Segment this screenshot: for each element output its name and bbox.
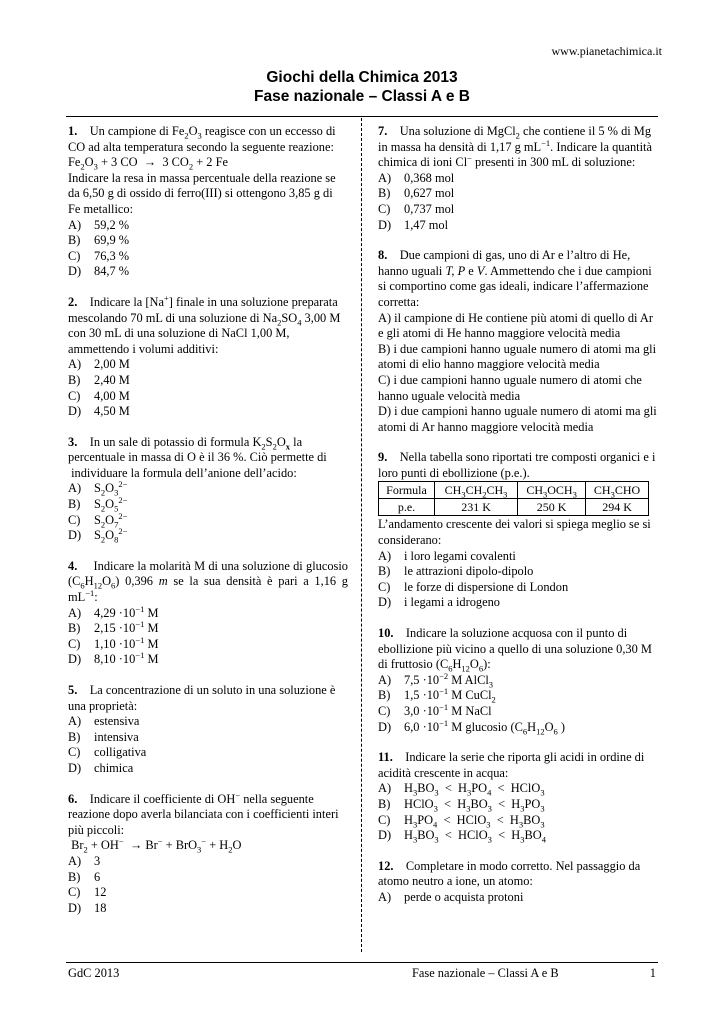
- question-6: 6. Indicare il coefficiente di OH− nella seguente reazione dopo averla bilanciata con i coefficienti interi più piccoli: $Br_2 + OH^- \to Br^- + BrO_3^- + H_2O$ A) 3 B) 6 C) 12 D) 18: [68, 792, 348, 917]
- footer-middle: Fase nazionale – Classi A e B: [412, 966, 559, 980]
- question-2: 2. Indicare la [Na+] finale in una soluzione preparata mescolando 70 mL di una soluzione di $Na_2SO_4$ 3,00 M con 30 mL di una soluzione di NaCl 1,00 M, ammettendo i volumi additivi: A) 2,00 M B) 2,40 M C) 4,00 M D) 4,50 M: [68, 295, 348, 420]
- question-3: 3. In un sale di potassio di formula $K_2S_2O_x$ la percentuale in massa di O è il 36 %. Ciò permette di individuare la formula dell’anione dell’acido: A) $S_2O_3^{2-}$ B) $S_2O_5^{2-}$ C) $S_2O_7^{2-}$ D) $S_2O_8^{2-}$: [68, 435, 348, 544]
- question-number: 1.: [68, 124, 78, 138]
- answer-option: D) i due campioni hanno uguale numero di atomi ma gli atomi di Ar hanno maggiore velocità media: [378, 404, 657, 434]
- title-line-1: Giochi della Chimica 2013: [266, 69, 458, 86]
- answer-option: C) $1,10 \cdot 10^{-1}$ M: [68, 634, 159, 651]
- answer-option: D) $8,10 \cdot 10^{-1}$ M: [68, 650, 159, 667]
- answer-option: B) $2,15 \cdot 10^{-1}$ M: [68, 619, 159, 636]
- column-divider: [361, 118, 363, 952]
- answer-option: C) $3,0 \cdot 10^{-1}$ M NaCl: [378, 701, 492, 718]
- left-column: [68, 124, 348, 931]
- page-title: [0, 68, 724, 106]
- site-url: www.pianetachimica.it: [551, 44, 662, 58]
- question-9: 9. Nella tabella sono riportati tre composti organici e i loro punti di ebollizione (p.e.). Formula $CH_3CH_2CH_3$ $CH_3OCH_3$ $CH_3CHO$ p.e. 231 K 250 K 294 K L’andamento crescente dei valori si spiega meglio se si considerano: A) i loro legami covalenti B) le attrazioni dipolo-dipolo C) le forze di dispersione di London D) i legami a idrogeno: [378, 450, 658, 611]
- answer-option: A) i loro legami covalenti: [378, 548, 516, 563]
- right-column: [378, 124, 658, 921]
- answer-option: B) $S_2O_5^{2-}$: [68, 494, 128, 514]
- table-row: Formula $CH_3CH_2CH_3$ $CH_3OCH_3$ $CH_3CHO$: [379, 482, 649, 499]
- answer-option: B) i due campioni hanno uguale numero di atomi ma gli atomi di elio hanno maggiore velocità media: [378, 341, 657, 372]
- question-1: 1. Un campione di $Fe_2O_3$ reagisce con un eccesso di CO ad alta temperatura secondo la seguente reazione: $Fe_2O_3 + 3$ CO → 3 $CO_2 + 2$ Fe Indicare la resa in massa percentuale della reazione se da 6,50 g di ossido di ferro(III) si ottengono 3,85 g di Fe metallico: A) 59,2 % B) 69,9 % C) 76,3 % D) 84,7 %: [68, 124, 348, 280]
- title-line-2: Fase nazionale – Classi A e B: [254, 88, 470, 105]
- answer-option: D) i legami a idrogeno: [378, 595, 500, 610]
- answer-option: D) 18: [68, 900, 107, 915]
- answer-option: B) intensiva: [68, 729, 139, 744]
- page-number: 1: [649, 966, 656, 980]
- answer-option: A) perde o acquista protoni: [378, 889, 524, 904]
- question-5: 5. La concentrazione di un soluto in una soluzione è una proprietà: A) estensiva B) intensiva C) colligativa D) chimica: [68, 683, 348, 777]
- answer-option: A) $H_3BO_3 < H_3PO_4$ < HClO$_3$: [378, 781, 545, 798]
- answer-option: C) colligativa: [68, 745, 147, 760]
- answer-option: D) $H_3BO_3$ < HClO$_3$ < $H_3BO_4$: [378, 828, 546, 845]
- answer-option: D) 1,47 mol: [378, 217, 449, 232]
- answer-option: D) 84,7 %: [68, 264, 130, 279]
- answer-option: C) le forze di dispersione di London: [378, 579, 569, 594]
- answer-option: A) $4,29 \cdot 10^{-1}$ M: [68, 603, 159, 620]
- answer-option: C) 0,737 mol: [378, 201, 455, 216]
- answer-option: D) 4,50 M: [68, 404, 130, 419]
- table-row: p.e. 231 K 250 K 294 K: [379, 499, 649, 516]
- top-divider: [66, 116, 658, 117]
- answer-option: A) 3: [68, 853, 101, 868]
- footer-left: GdC 2013: [68, 966, 120, 980]
- answer-option: A) $7,5 \cdot 10^{-2}$ M AlCl$_3$: [378, 670, 494, 690]
- question-11: 11. Indicare la serie che riporta gli acidi in ordine di acidità crescente in acqua: A) $H_3BO_3 < H_3PO_4$ < HClO$_3$ B) HClO$_3$ < $H_3BO_3 < H_3PO_3$ C) $H_3PO_4$ < HClO$_3$ < $H_3BO_3$ D) $H_3BO_3$ < HClO$_3$ < $H_3BO_4$: [378, 750, 658, 844]
- answer-option: C) $H_3PO_4$ < HClO$_3$ < $H_3BO_3$: [378, 812, 545, 830]
- answer-option: B) 6: [68, 869, 101, 884]
- answer-option: B) 2,40 M: [68, 372, 130, 387]
- boiling-point-table: [378, 481, 649, 516]
- question-12: 12. Completare in modo corretto. Nel passaggio da atomo neutro a ione, un atomo: A) perde o acquista protoni: [378, 859, 658, 906]
- bottom-divider: [66, 962, 658, 963]
- answer-option: C) 76,3 %: [68, 248, 130, 263]
- answer-option: D) $S_2O_8^{2-}$: [68, 526, 128, 545]
- answer-option: C) 12: [68, 885, 107, 900]
- answer-option: B) $1,5 \cdot 10^{-1}$ M CuCl$_2$: [378, 686, 496, 705]
- answer-option: A) 0,368 mol: [378, 170, 455, 185]
- answer-option: C) 4,00 M: [68, 388, 130, 403]
- question-8: 8. Due campioni di gas, uno di Ar e l’altro di He, hanno uguali T, P e V. Ammettendo che i due campioni si comportino come gas ideali, indicare l’affermazione corretta: A) il campione di He contiene più atomi di quello di Ar e gli atomi di He hanno maggiore velocità media B) i due campioni hanno uguale numero di atomi ma gli atomi di elio hanno maggiore velocità media C) i due campioni hanno uguale numero di atomi che hanno uguale velocità media D) i due campioni hanno uguale numero di atomi ma gli atomi di Ar hanno maggiore velocità media: [378, 248, 657, 434]
- answer-option: C) i due campioni hanno uguale numero di atomi che hanno uguale velocità media: [378, 372, 642, 403]
- answer-option: A) 59,2 %: [68, 217, 130, 232]
- question-7: 7. Una soluzione di MgCl$_2$ che contiene il 5 % di Mg in massa ha densità di 1,17 g $mL^{-1}$. Indicare la quantità chimica di ioni Cl− presenti in 300 mL di soluzione: A) 0,368 mol B) 0,627 mol C) 0,737 mol D) 1,47 mol: [378, 124, 658, 233]
- answer-option: A) estensiva: [68, 714, 140, 729]
- answer-option: A) 2,00 M: [68, 357, 130, 372]
- answer-option: B) le attrazioni dipolo-dipolo: [378, 564, 534, 579]
- answer-option: B) 69,9 %: [68, 233, 130, 248]
- answer-option: D) chimica: [68, 760, 134, 775]
- answer-option: A) il campione di He contiene più atomi di quello di Ar e gli atomi di He hanno maggiore velocità media: [378, 310, 653, 341]
- answer-option: D) $6,0 \cdot 10^{-1}$ M glucosio ($C_6H_{12}O_6$ ): [378, 717, 565, 737]
- answer-option: A) $S_2O_3^{2-}$: [68, 479, 128, 498]
- answer-option: B) 0,627 mol: [378, 186, 455, 201]
- question-4: 4. Indicare la molarità M di una soluzione di glucosio $(C_6H_{12}O_6)$ 0,396 m se la sua densità è pari a 1,16 g $mL^{-1}$: A) $4,29 \cdot 10^{-1}$ M B) $2,15 \cdot 10^{-1}$ M C) $1,10 \cdot 10^{-1}$ M D) $8,10 \cdot 10^{-1}$ M: [68, 558, 349, 667]
- question-10: 10. Indicare la soluzione acquosa con il punto di ebollizione più vicino a quello di una soluzione 0,30 M di fruttosio $(C_6H_{12}O_6)$: A) $7,5 \cdot 10^{-2}$ M AlCl$_3$ B) $1,5 \cdot 10^{-1}$ M CuCl$_2$ C) $3,0 \cdot 10^{-1}$ M NaCl D) $6,0 \cdot 10^{-1}$ M glucosio ($C_6H_{12}O_6$ ): [378, 626, 658, 735]
- answer-option: C) $S_2O_7^{2-}$: [68, 510, 128, 530]
- answer-option: B) HClO$_3$ < $H_3BO_3 < H_3PO_3$: [378, 796, 545, 814]
